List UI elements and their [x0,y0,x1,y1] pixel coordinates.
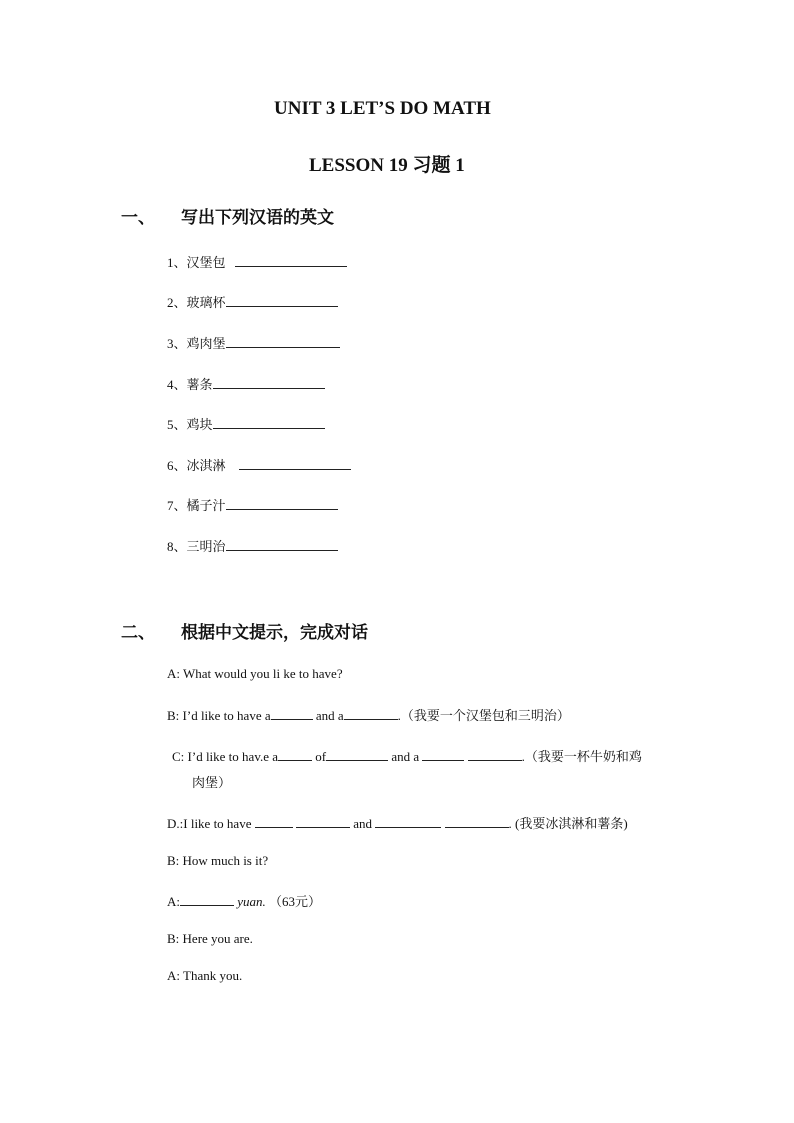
section-1-heading [121,203,334,228]
dialogue-text: C: I’d like to hav.e a [172,749,279,764]
dialogue-line-8: A: Thank you. [167,968,243,983]
dialogue-text: of [312,749,327,764]
dialogue-text: yuan. [234,894,266,909]
vocab-item-text: 橘子汁 [186,498,226,513]
dialogue-line-5: B: How much is it? [167,853,269,868]
answer-blank[interactable] [226,293,338,307]
vocab-item-text: 三明治 [186,539,226,554]
answer-blank[interactable] [226,496,338,510]
dialogue-text: （63元） [269,894,322,909]
vocab-item-number: 3、 [167,336,187,351]
section-2-title: 根据中文提示，完成对话 [181,623,368,642]
title-line-2: LESSON 19 习题 1 [309,155,465,176]
answer-blank[interactable] [296,814,350,828]
answer-blank[interactable] [213,375,325,389]
title-line-1: UNIT 3 LET’S DO MATH [274,98,491,119]
vocab-item-number: 4、 [167,377,187,392]
vocab-item-text: 玻璃杯 [186,295,226,310]
dialogue-line-6 [167,891,321,910]
answer-blank[interactable] [255,814,293,828]
dialogue-line-3-cont: 肉堡） [192,775,232,790]
vocab-item-8 [167,536,338,555]
dialogue-line-3 [172,746,642,765]
dialogue-text: .（我要一个汉堡包和三明治） [397,708,570,723]
vocab-item-text: 汉堡包 [186,255,226,270]
vocab-item-number: 8、 [167,539,187,554]
answer-blank[interactable] [278,747,312,761]
dialogue-line-1: A: What would you li ke to have? [167,666,343,681]
dialogue-text: A: [167,894,180,909]
vocab-item-3 [167,333,340,352]
vocab-item-2 [167,292,338,311]
answer-blank[interactable] [213,415,325,429]
vocab-item-text: 鸡肉堡 [186,336,226,351]
vocab-item-number: 2、 [167,295,187,310]
vocab-item-number: 1、 [167,255,187,270]
vocab-item-number: 5、 [167,417,187,432]
answer-blank[interactable] [180,892,234,906]
answer-blank[interactable] [468,747,522,761]
dialogue-text: .（我要一杯牛奶和鸡 [521,749,642,764]
section-2-number: 二、 [121,623,155,642]
answer-blank[interactable] [375,814,441,828]
dialogue-text: . (我要冰淇淋和薯条) [508,816,628,831]
vocab-item-4 [167,374,325,393]
vocab-item-number: 7、 [167,498,187,513]
vocab-item-1 [167,252,347,271]
answer-blank[interactable] [235,253,347,267]
answer-blank[interactable] [226,334,340,348]
dialogue-text: D.:I like to have [167,816,255,831]
answer-blank[interactable] [271,706,313,720]
dialogue-line-4 [167,813,628,832]
vocab-item-7 [167,495,338,514]
section-2-heading [121,618,368,643]
dialogue-text: and [349,816,376,831]
answer-blank[interactable] [326,747,388,761]
vocab-item-6 [167,455,351,474]
answer-blank[interactable] [422,747,464,761]
answer-blank[interactable] [239,456,351,470]
answer-blank[interactable] [344,706,398,720]
section-1-number: 一、 [121,208,155,227]
vocab-item-5 [167,414,325,433]
dialogue-line-7: B: Here you are. [167,931,253,946]
dialogue-text: B: I’d like to have a [167,708,271,723]
dialogue-text: and a [312,708,344,723]
vocab-item-text: 冰淇淋 [186,458,226,473]
vocab-item-text: 鸡块 [186,417,213,432]
vocab-item-text: 薯条 [186,377,213,392]
dialogue-line-2 [167,705,570,724]
dialogue-text: and a [388,749,423,764]
answer-blank[interactable] [445,814,509,828]
vocab-item-number: 6、 [167,458,187,473]
answer-blank[interactable] [226,537,338,551]
section-1-title: 写出下列汉语的英文 [181,208,334,227]
